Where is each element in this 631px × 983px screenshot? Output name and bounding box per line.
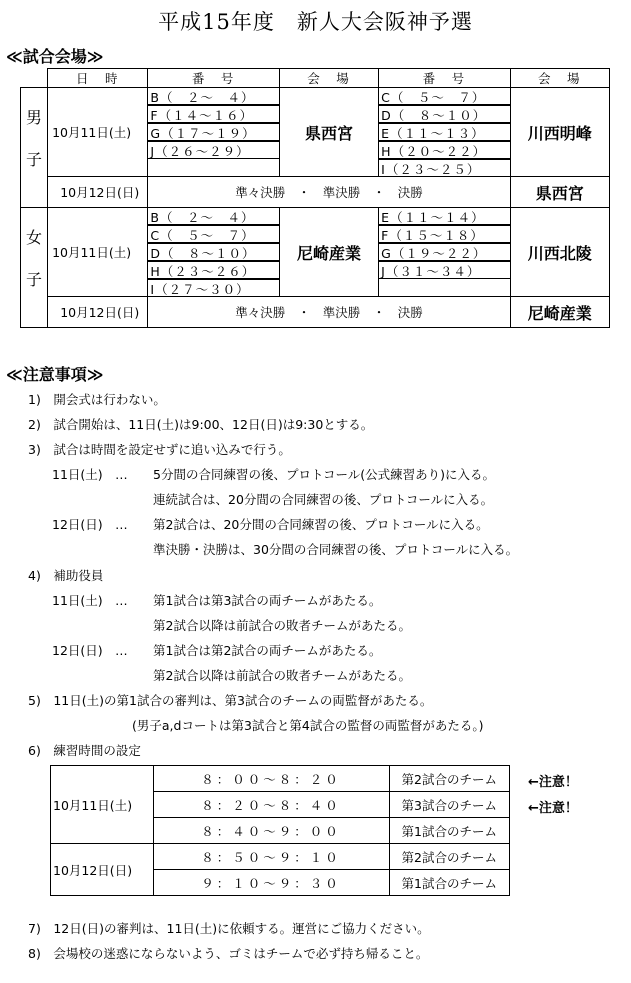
slot: E（１１～１４） xyxy=(379,208,509,225)
note-3a-day: 11日(土) … xyxy=(52,467,128,482)
header-datetime: 日 時 xyxy=(48,69,148,88)
slot: G（１９～２２） xyxy=(379,243,509,261)
venues-heading: ≪試合会場≫ xyxy=(6,47,104,66)
note-4a-line1: 第1試合は第3試合の両チームがあたる。 xyxy=(153,593,382,608)
slot: F（１４～１６） xyxy=(148,105,278,123)
girls-label-2: 子 xyxy=(26,270,43,289)
boys-label xyxy=(21,88,48,208)
boys-label-1: 男 xyxy=(26,108,43,127)
girls-right-slots xyxy=(379,208,510,297)
note-1: 1) 開会式は行わない。 xyxy=(28,392,166,407)
slot: H（２０～２２） xyxy=(379,141,509,159)
slot: D（ ８～１０） xyxy=(148,243,278,261)
caution-mark-2: ←注意！ xyxy=(528,801,578,816)
page-title: 平成15年度 新人大会阪神予選 xyxy=(158,10,473,34)
slot: J（３１～３４） xyxy=(379,261,509,279)
practice-team: 第2試合のチーム xyxy=(389,844,509,870)
boys-left-slots xyxy=(148,88,279,177)
boys-day1-date: 10月11日(土) xyxy=(48,88,148,177)
girls-day2-games: 準々決勝 ・ 準決勝 ・ 決勝 xyxy=(148,297,510,328)
girls-right-venue: 川西北陵 xyxy=(510,208,609,297)
slot: D（ ８～１０） xyxy=(379,105,509,123)
slot: I（２３～２５） xyxy=(379,159,509,176)
practice-table xyxy=(50,765,510,896)
slot: B（ ２～ ４） xyxy=(148,208,278,225)
slot: B（ ２～ ４） xyxy=(148,88,278,105)
girls-left-venue: 尼崎産業 xyxy=(279,208,378,297)
note-4a-line2: 第2試合以降は前試合の敗者チームがあたる。 xyxy=(153,618,411,633)
practice-row xyxy=(51,844,510,870)
caution-mark-1: ←注意！ xyxy=(528,775,578,790)
slot: F（１５～１８） xyxy=(379,225,509,243)
boys-day2-date: 10月12日(日) xyxy=(48,177,148,208)
girls-left-slots xyxy=(148,208,279,297)
practice-time: ８：５０～９：１０ xyxy=(153,844,389,870)
corner-cell xyxy=(21,69,48,88)
practice-time: ８：００～８：２０ xyxy=(153,766,389,792)
boys-day2-row xyxy=(21,177,610,208)
practice-time: ８：２０～８：４０ xyxy=(153,792,389,818)
note-5: 5) 11日(土)の第1試合の審判は、第3試合のチームの両監督があたる。 xyxy=(28,693,433,708)
slot: C（ ５～ ７） xyxy=(148,225,278,243)
header-venue-right: 会 場 xyxy=(510,69,609,88)
note-3b-line2: 準決勝・決勝は、30分間の合同練習の後、プロトコールに入る。 xyxy=(153,542,519,557)
note-8: 8) 会場校の迷惑にならないよう、ゴミはチームで必ず持ち帰ること。 xyxy=(28,946,429,961)
boys-day2-venue: 県西宮 xyxy=(510,177,609,208)
girls-day2-row xyxy=(21,297,610,328)
practice-team: 第1試合のチーム xyxy=(389,818,509,844)
boys-day2-games: 準々決勝 ・ 準決勝 ・ 決勝 xyxy=(148,177,510,208)
girls-day2-date: 10月12日(日) xyxy=(48,297,148,328)
slot: G（１７～１９） xyxy=(148,123,278,141)
slot: E（１１～１３） xyxy=(379,123,509,141)
note-3a-line2: 連続試合は、20分間の合同練習の後、プロトコールに入る。 xyxy=(153,492,494,507)
note-3b-day: 12日(日) … xyxy=(52,517,128,532)
girls-day1-date: 10月11日(土) xyxy=(48,208,148,297)
header-number-left: 番 号 xyxy=(148,69,279,88)
boys-label-2: 子 xyxy=(26,150,43,169)
note-7: 7) 12日(日)の審判は、11日(土)に依頼する。運営にご協力ください。 xyxy=(28,921,430,936)
note-4b-day: 12日(日) … xyxy=(52,643,128,658)
practice-row xyxy=(51,766,510,792)
venue-table-header xyxy=(21,69,610,88)
note-3b-line1: 第2試合は、20分間の合同練習の後、プロトコールに入る。 xyxy=(153,517,489,532)
header-venue-left: 会 場 xyxy=(279,69,378,88)
girls-label xyxy=(21,208,48,328)
slot: H（２３～２６） xyxy=(148,261,278,279)
header-number-right: 番 号 xyxy=(379,69,510,88)
practice-time: ９：１０～９：３０ xyxy=(153,870,389,896)
note-3a-line1: 5分間の合同練習の後、プロトコール(公式練習あり)に入る。 xyxy=(153,467,495,482)
practice-time: ８：４０～９：００ xyxy=(153,818,389,844)
note-5-sub: (男子a,dコートは第3試合と第4試合の監督の両監督があたる。) xyxy=(132,718,484,733)
boys-day1-row xyxy=(21,88,610,177)
venue-table xyxy=(20,68,610,328)
practice-team: 第3試合のチーム xyxy=(389,792,509,818)
slot: C（ ５～ ７） xyxy=(379,88,509,105)
girls-day2-venue: 尼崎産業 xyxy=(510,297,609,328)
practice-team: 第1試合のチーム xyxy=(389,870,509,896)
practice-day1: 10月11日(土) xyxy=(51,766,154,844)
slot: J（２６～２９） xyxy=(148,141,278,159)
girls-label-1: 女 xyxy=(26,228,43,247)
boys-right-slots xyxy=(379,88,510,177)
notes-heading: ≪注意事項≫ xyxy=(6,365,104,384)
note-4b-line2: 第2試合以降は前試合の敗者チームがあたる。 xyxy=(153,668,411,683)
practice-team: 第2試合のチーム xyxy=(389,766,509,792)
note-3: 3) 試合は時間を設定せずに追い込みで行う。 xyxy=(28,442,291,457)
girls-day1-row xyxy=(21,208,610,297)
note-4a-day: 11日(土) … xyxy=(52,593,128,608)
note-2: 2) 試合開始は、11日(土)は9:00、12日(日)は9:30とする。 xyxy=(28,417,374,432)
note-4b-line1: 第1試合は第2試合の両チームがあたる。 xyxy=(153,643,382,658)
slot: I（２７～３０） xyxy=(148,279,278,296)
note-4: 4) 補助役員 xyxy=(28,568,104,583)
note-6: 6) 練習時間の設定 xyxy=(28,743,141,758)
practice-day2: 10月12日(日) xyxy=(51,844,154,896)
boys-left-venue: 県西宮 xyxy=(279,88,378,177)
boys-right-venue: 川西明峰 xyxy=(510,88,609,177)
